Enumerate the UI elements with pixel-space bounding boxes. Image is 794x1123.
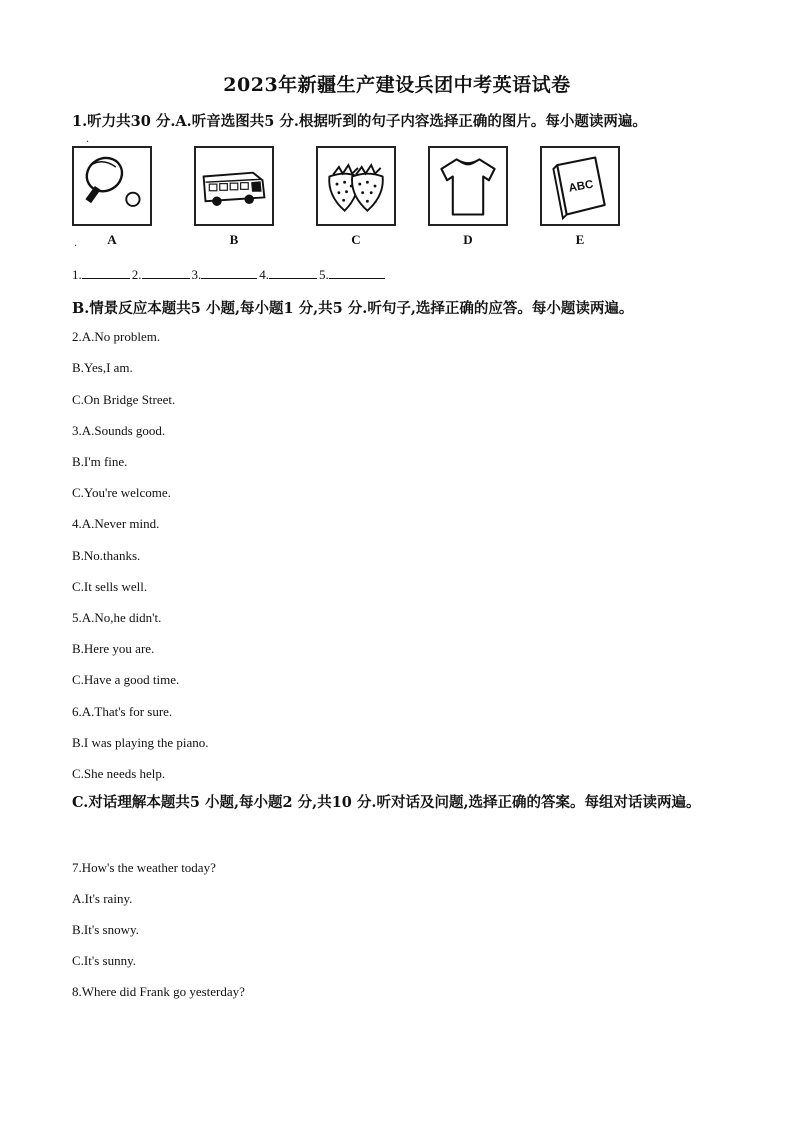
t-shirt-icon bbox=[430, 148, 506, 224]
option-line: 6.A.That's for sure. bbox=[72, 704, 173, 719]
option-line: C.It sells well. bbox=[72, 579, 148, 594]
option-line: C.You're welcome. bbox=[72, 485, 171, 500]
answer-blank-1[interactable]: 1. bbox=[72, 266, 132, 283]
question-line: 8.Where did Frank go yesterday? bbox=[72, 984, 245, 999]
option-line: C.On Bridge Street. bbox=[72, 392, 176, 407]
option-line: A.It's rainy. bbox=[72, 891, 133, 906]
question-line: 7.How's the weather today? bbox=[72, 860, 216, 875]
option-line: 2.A.No problem. bbox=[72, 329, 161, 344]
bus-icon bbox=[196, 148, 272, 224]
option-line: B.Yes,I am. bbox=[72, 360, 133, 375]
picture-b-label: B bbox=[229, 232, 239, 247]
option-line: B.I'm fine. bbox=[72, 454, 128, 469]
picture-d bbox=[428, 146, 508, 226]
picture-e bbox=[540, 146, 620, 226]
option-line: 5.A.No,he didn't. bbox=[72, 610, 162, 625]
scan-dot: . bbox=[74, 238, 78, 249]
option-line: 4.A.Never mind. bbox=[72, 516, 160, 531]
option-line: 3.A.Sounds good. bbox=[72, 423, 166, 438]
picture-b bbox=[194, 146, 274, 226]
answer-blank-2[interactable]: 2. bbox=[132, 266, 192, 283]
option-line: B.It's snowy. bbox=[72, 922, 139, 937]
picture-a bbox=[72, 146, 152, 226]
answer-blank-4[interactable]: 4. bbox=[259, 266, 319, 283]
option-line: C.It's sunny. bbox=[72, 953, 136, 968]
option-line: B.I was playing the piano. bbox=[72, 735, 209, 750]
option-line: B.Here you are. bbox=[72, 641, 155, 656]
picture-e-label: E bbox=[575, 232, 585, 247]
page-title: 2023年新疆生产建设兵团中考英语试卷 bbox=[223, 74, 571, 96]
picture-c bbox=[316, 146, 396, 226]
picture-a-label: A bbox=[107, 232, 117, 247]
picture-d-label: D bbox=[463, 232, 473, 247]
section-c-heading: C.对话理解本题共5 小题,每小题2 分,共10 分.听对话及问题,选择正确的答案。每组对话读两遍。 bbox=[72, 794, 701, 811]
answer-blank-3[interactable]: 3. bbox=[192, 266, 260, 283]
picture-c-label: C bbox=[351, 232, 361, 247]
ping-pong-icon bbox=[74, 148, 150, 224]
option-line: C.Have a good time. bbox=[72, 672, 180, 687]
scan-dot: . bbox=[86, 134, 90, 145]
book-cover-text: ABC bbox=[567, 178, 595, 195]
option-line: B.No.thanks. bbox=[72, 548, 141, 563]
section-b-heading: B.情景反应本题共5 小题,每小题1 分,共5 分.听句子,选择正确的应答。每小题读两遍。 bbox=[72, 300, 634, 317]
answer-blank-5[interactable]: 5. bbox=[319, 266, 387, 283]
book-icon bbox=[542, 148, 618, 224]
section-1-heading: 1.听力共30 分.A.听音选图共5 分.根据听到的句子内容选择正确的图片。每小题读两遍。 bbox=[72, 113, 647, 130]
answer-blanks bbox=[72, 266, 387, 283]
option-line: C.She needs help. bbox=[72, 766, 166, 781]
strawberry-icon bbox=[318, 148, 394, 224]
